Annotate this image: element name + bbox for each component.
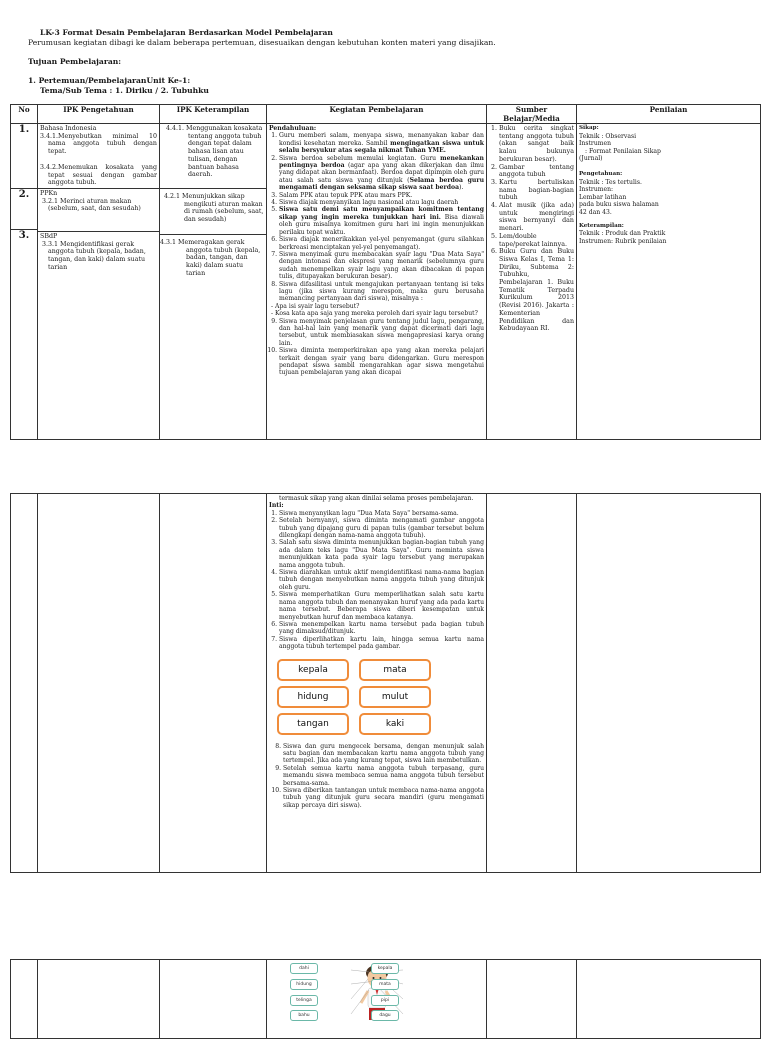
assessment-line: Instrumen: [579,186,614,194]
no-column [11,960,38,1039]
penilaian-column [577,960,761,1039]
inti-label: Inti: [269,502,284,510]
col-header-ipk-keterampilan: IPK Keterampilan [160,105,267,124]
word-card: hidung [277,686,349,708]
assessment-line: (Jurnal) [579,155,603,163]
row-number: 1. [18,124,30,135]
document-subtitle: Perumusan kegiatan dibagi ke dalam beberapa pertemuan, disesuaikan dengan kebutuhan konten materi yang disajikan. [28,38,496,47]
activity-item: 1. Siswa menyanyikan lagu "Dua Mata Saya" bersama-sama. [279,510,484,517]
no-column [11,124,38,440]
figure-label: hidung [290,979,318,990]
ipk-pengetahuan-column [38,494,160,873]
assessment-line: Teknik : Produk dan Praktik [579,230,666,238]
sumber-column [487,494,577,873]
activity-item: 2. Setelah bernyanyi, siswa diminta mengamati gambar anggota tubuh yang dipajang guru di papan tulis (gambar tersebut belum dilengkapi dengan nama-nama anggota tubuh). [279,517,484,539]
activity-item: 8. Siswa difasilitasi untuk mengajukan pertanyaan tentang isi teks lagu (jika siswa kurang merespon, maka guru berusaha memancing pertanyaan dari siswa), misalnya : - Apa isi syair lagu tersebut? - Kosa kata apa saja yang mereka peroleh dari syair lagu tersebut? [279,281,484,318]
activity-item: 5. Siswa memperhatikan Guru memperlihatkan salah satu kartu nama anggota tubuh dan menanyakan huruf yang ada pada kartu nama tersebut. Beberapa siswa diberi kesempatan untuk menyebutkan huruf dan membaca katanya. [279,591,484,621]
document-title: LK-3 Format Desain Pembelajaran Berdasarkan Model Pembelajaran [40,28,333,37]
indicator-text: 3.2.1 Merinci aturan makan (sebelum, saat, dan sesudah) [42,197,141,213]
row-number: 3. [11,229,37,430]
sumber-list [489,125,574,333]
kegiatan-column [267,124,487,440]
ipk-p-row-1 [38,124,159,188]
col-header-ipk-pengetahuan: IPK Pengetahuan [38,105,160,124]
activity-item: 3. Salam PPK atau tepuk PPK atau mars PPK. [279,192,484,199]
ipk-p-row-2 [38,188,159,231]
col-header-kegiatan: Kegiatan Pembelajaran [267,105,487,124]
activity-item: 6. Siswa menempelkan kartu nama tersebut pada bagian tubuh yang dimaksud/ditunjuk. [279,621,484,636]
ipk-k-row-2 [160,188,266,234]
ipk-keterampilan-column [160,960,267,1039]
figure-label: mata [371,979,399,990]
figure-label: telinga [290,995,318,1006]
inti-list-continued [269,743,484,810]
ipk-p-row-3 [38,231,159,432]
activity-item: 9. Setelah semua kartu nama anggota tubuh terpasang, guru memandu siswa membaca semua nama anggota tubuh tersebut bersama-sama. [283,765,484,787]
assessment-line: Instrumen: Rubrik penilaian [579,237,667,245]
activity-item: 4. Siswa diarahkan untuk aktif mengidentifikasi nama-nama bagian tubuh dengan menyebutkan nama anggota tubuh yang ditunjuk oleh guru. [279,569,484,591]
assessment-line: Teknik : Tes tertulis. [579,178,642,186]
activity-item: 2. Siswa berdoa sebelum memulai kegiatan. Guru menekankan pentingnya berdoa (agar apa yang akan dikerjakan dan ilmu yang didapat akan bermanfaat). Berdoa dapat dipimpin oleh guru atau salah satu siswa yang ditunjuk (Selama berdoa guru mengamati dengan seksama sikap siswa saat berdoa). [279,155,484,192]
assessment-line: Instrumen [579,140,612,148]
question-item: - Apa isi syair lagu tersebut? [277,303,484,310]
inti-list [269,510,484,651]
col-header-penilaian: Penilaian [577,105,761,124]
tujuan-heading: Tujuan Pembelajaran: [28,57,122,66]
activity-item: 7. Siswa diperlihatkan kartu lain, hingga semua kartu nama anggota tubuh tertempel pada gambar. [279,636,484,651]
sumber-column [487,960,577,1039]
continued-text: termasuk sikap yang akan dinilai selama proses pembelajaran. [279,495,474,502]
subject-label: PPKn [40,190,58,197]
document-header [28,28,748,96]
activity-item: 10. Siswa diberikan tantangan untuk membaca nama-nama anggota tubuh yang ditunjuk guru secara mandiri (guru mengamati sikap percaya diri siswa). [283,787,484,809]
indicator-text: 3.4.1.Menyebutkan minimal 10 nama anggota tubuh dengan tepat. [40,132,157,156]
source-item: 1. Buku cerita singkat tentang anggota tubuh (akan sangat baik kalau bukunya berukuran besar). [499,125,574,164]
penilaian-column [577,124,761,440]
ipk-k-row-3 [160,234,266,438]
activity-item: 1. Guru memberi salam, menyapa siswa, menanyakan kabar dan kondisi kesehatan mereka. Sambil mengingatkan siswa untuk selalu bersyukur atas segala nikmat Tuhan YME. [279,132,484,154]
word-cards [277,659,484,735]
assessment-line: 42 dan 43. [579,208,612,216]
source-item: 4. Alat musik (jika ada) untuk mengiringi siswa bernyanyi dan menari. [499,202,574,233]
lesson-table-page-2 [10,493,761,873]
figure-label: pipi [371,995,399,1006]
no-column [11,494,38,873]
col-header-no: No [11,105,38,124]
pengetahuan-label: Pengetahuan: [579,170,623,177]
activity-item: 7. Siswa menyimak guru membacakan syair lagu "Dua Mata Saya" dengan intonasi dan ekspresi yang menarik (sebelumnya guru sudah menempelkan syair lagu yang akan dibacakan di papan tulis, ditupayakan berukuran besar). [279,251,484,281]
activity-item: 5. Siswa satu demi satu menyampaikan komitmen tentang sikap yang ingin mereka tunjukkan hari ini. Bisa diawali oleh guru misalnya komitmen guru hari ini ingin menunjukkan perilaku tepat waktu. [279,206,484,236]
question-item: - Kosa kata apa saja yang mereka peroleh dari syair lagu tersebut? [277,310,484,317]
word-card: kaki [359,713,431,735]
sumber-column [487,124,577,440]
indicator-text: 4.4.1. Menggunakan kosakata tentang anggota tubuh dengan tepat dalam bahasa lisan atau tulisan, dengan bantuan bahasa daerah. [166,125,263,179]
pendahuluan-list [269,132,484,376]
indicator-text: 4.2.1 Menunjukkan sikap mengikuti aturan makan di rumah (sebelum, saat, dan sesudah) [164,193,264,224]
assessment-line: : Format Penilaian Sikap [585,147,661,155]
col-header-sumber: Sumber Belajar/Media [487,105,577,124]
activity-item: 4. Siswa diajak menyanyikan lagu nasional atau lagu daerah [279,199,484,206]
figure-label: dahi [290,963,318,974]
pertemuan-heading: 1. Pertemuan/PembelajaranUnit Ke-1: [28,76,191,85]
activity-item: 6. Siswa diajak menerikakkan yel-yel penyemangat (guru silahkan berkreasi menciptakan yel-yel penyemangat). [279,236,484,251]
word-card: mulut [359,686,431,708]
indicator-text: 3.3.1 Mengidentifikasi gerak anggota tubuh (kepala, badan, tangan, dan kaki) dalam suatu tarian [42,240,146,271]
assessment-line: Lembar latihan [579,193,627,201]
assessment-line: pada buku siswa halaman [579,201,659,209]
indicator-text: 3.4.2.Menemukan kosakata yang tepat sesuai dengan gambar anggota tubuh. [40,163,157,187]
word-card: kepala [277,659,349,681]
activity-item: 8. Siswa dan guru mengecek bersama, dengan menunjuk salah satu bagian dan membacakan kartu nama anggota tubuh yang tertempel. Jika ada yang kurang tepat, siswa lain membetulkan. [283,743,484,765]
source-item: 5. Lem/double tape/perekat lainnya. [499,233,574,248]
figure-label: dagu [371,1010,399,1021]
ipk-keterampilan-column [160,124,267,440]
source-item: 3. Kartu bertuliskan nama bagian-bagian tubuh [499,179,574,202]
penilaian-column [577,494,761,873]
sikap-label: Sikap: [579,125,599,131]
assessment-line: Teknik : Observasi [579,132,637,140]
keterampilan-label: Keterampilan: [579,222,624,229]
subject-label: Bahasa Indonesia [40,125,97,132]
ipk-pengetahuan-column [38,124,160,440]
figure-label: bahu [290,1010,318,1021]
lesson-table-page-1 [10,104,761,440]
activity-item: 3. Salah satu siswa diminta menunjukkan bagian-bagian tubuh yang ada dalam teks lagu "Dua Mata Saya". Guru meminta siswa menunjukkan kata pada syair lagu tersebut yang merupakan nama anggota tubuh. [279,539,484,569]
source-item: 6. Buku Guru dan Buku Siswa Kelas I, Tema 1: Diriku, Subtema 2: Tubuhku, Pembelajaran 1. Buku Tematik Terpadu Kurikulum 2013 (Revisi 2016). Jakarta : Kementerian Pendidikan dan Kebudayaan RI. [499,248,574,333]
tema-heading: Tema/Sub Tema : 1. Diriku / 2. Tubuhku [40,86,209,95]
row-number: 2. [11,188,37,229]
source-item: 2. Gambar tentang anggota tubuh [499,164,574,179]
activity-item: 10. Siswa diminta memperkirakan apa yang akan mereka pelajari terkait dengan syair yang baru didengarkan. Guru merespon pendapat siswa sambil mengarahkan agar siswa mengetahui tujuan pembelajaran yang akan dicapai [279,347,484,377]
word-card: mata [359,659,431,681]
indicator-text: 4.3.1 Memeragakan gerak anggota tubuh (kepala, badan, tangan, dan kaki) dalam suatu tarian [160,239,261,277]
ipk-keterampilan-column [160,494,267,873]
activity-item: 9. Siswa menyimak penjelasan guru tentang judul lagu, pengarang, dan hal-hal lain yang menarik yang dapat dicermati dari lagu tersebut, untuk membiasakan siswa mengapresiasi karya orang lain. [279,318,484,348]
pendahuluan-label: Pendahuluan: [269,125,317,132]
ipk-k-row-1 [160,124,266,188]
ipk-pengetahuan-column [38,960,160,1039]
figure-label: kepala [371,963,399,974]
word-card: tangan [277,713,349,735]
subject-label: SBdP [40,233,58,240]
kegiatan-column [267,494,487,873]
